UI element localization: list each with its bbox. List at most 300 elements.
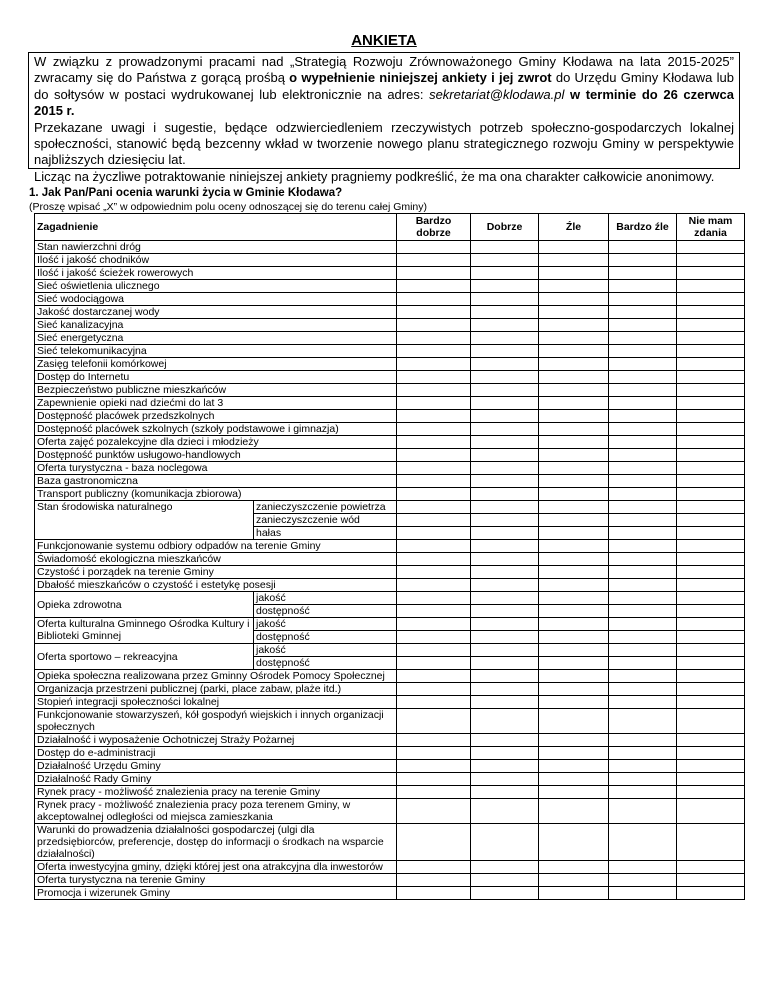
answer-cell[interactable] [609,384,677,397]
answer-cell[interactable] [471,254,539,267]
answer-cell[interactable] [609,566,677,579]
answer-cell[interactable] [397,384,471,397]
answer-cell[interactable] [539,566,609,579]
answer-cell[interactable] [609,475,677,488]
answer-cell[interactable] [677,670,745,683]
answer-cell[interactable] [471,384,539,397]
answer-cell[interactable] [539,293,609,306]
answer-cell[interactable] [677,280,745,293]
answer-cell[interactable] [397,874,471,887]
answer-cell[interactable] [677,423,745,436]
answer-cell[interactable] [609,332,677,345]
table-row [35,475,745,488]
answer-cell[interactable] [471,332,539,345]
answer-cell[interactable] [539,861,609,874]
answer-cell[interactable] [677,397,745,410]
answer-cell[interactable] [397,449,471,462]
answer-cell[interactable] [471,861,539,874]
table-row [35,501,745,514]
subtopic-label: jakość [254,644,397,657]
answer-cell[interactable] [677,306,745,319]
answer-cell[interactable] [677,371,745,384]
topic-label: Sieć wodociągowa [35,293,397,306]
table-row [35,644,745,657]
answer-cell[interactable] [397,293,471,306]
answer-cell[interactable] [539,644,609,657]
answer-cell[interactable] [677,501,745,514]
answer-cell[interactable] [471,786,539,799]
answer-cell[interactable] [539,514,609,527]
answer-cell[interactable] [609,254,677,267]
answer-cell[interactable] [609,267,677,280]
answer-cell[interactable] [539,254,609,267]
answer-cell[interactable] [539,241,609,254]
answer-cell[interactable] [677,319,745,332]
answer-cell[interactable] [677,488,745,501]
answer-cell[interactable] [677,475,745,488]
table-row [35,306,745,319]
answer-cell[interactable] [397,709,471,734]
answer-cell[interactable] [539,501,609,514]
answer-cell[interactable] [609,657,677,670]
answer-cell[interactable] [471,760,539,773]
table-row [35,683,745,696]
answer-cell[interactable] [677,631,745,644]
answer-cell[interactable] [397,887,471,900]
answer-cell[interactable] [609,670,677,683]
answer-cell[interactable] [397,579,471,592]
answer-cell[interactable] [539,747,609,760]
answer-cell[interactable] [677,618,745,631]
table-row [35,254,745,267]
answer-cell[interactable] [609,319,677,332]
answer-cell[interactable] [471,241,539,254]
table-row [35,566,745,579]
answer-cell[interactable] [471,670,539,683]
answer-cell[interactable] [539,319,609,332]
answer-cell[interactable] [471,501,539,514]
answer-cell[interactable] [471,449,539,462]
answer-cell[interactable] [397,734,471,747]
answer-cell[interactable] [397,371,471,384]
answer-cell[interactable] [539,488,609,501]
answer-cell[interactable] [677,824,745,861]
answer-cell[interactable] [539,760,609,773]
answer-cell[interactable] [397,397,471,410]
answer-cell[interactable] [539,475,609,488]
answer-cell[interactable] [397,423,471,436]
header-very-bad: Bardzo źle [609,214,677,241]
answer-cell[interactable] [471,696,539,709]
answer-cell[interactable] [677,579,745,592]
header-no-opinion: Nie mam zdania [677,214,745,241]
answer-cell[interactable] [677,760,745,773]
answer-cell[interactable] [471,553,539,566]
answer-cell[interactable] [539,799,609,824]
answer-cell[interactable] [397,306,471,319]
answer-cell[interactable] [609,605,677,618]
topic-label: Sieć telekomunikacyjna [35,345,397,358]
topic-label: Oferta kulturalna Gminnego Ośrodka Kultury i Biblioteki Gminnej [35,618,254,644]
answer-cell[interactable] [609,799,677,824]
answer-cell[interactable] [471,397,539,410]
answer-cell[interactable] [471,423,539,436]
answer-cell[interactable] [397,280,471,293]
answer-cell[interactable] [539,397,609,410]
answer-cell[interactable] [539,874,609,887]
answer-cell[interactable] [609,618,677,631]
answer-cell[interactable] [397,358,471,371]
answer-cell[interactable] [471,605,539,618]
answer-cell[interactable] [397,488,471,501]
answer-cell[interactable] [539,280,609,293]
answer-cell[interactable] [539,709,609,734]
topic-label: Rynek pracy - możliwość znalezienia pracy poza terenem Gminy, w akceptowalnej odległości od miejsca zamieszkania [35,799,397,824]
topic-label: Czystość i porządek na terenie Gminy [35,566,397,579]
answer-cell[interactable] [397,696,471,709]
answer-cell[interactable] [397,631,471,644]
answer-cell[interactable] [609,824,677,861]
topic-label: Dostępność placówek przedszkolnych [35,410,397,423]
table-row [35,696,745,709]
answer-cell[interactable] [539,631,609,644]
answer-cell[interactable] [397,267,471,280]
answer-cell[interactable] [397,254,471,267]
topic-label: Działalność Rady Gminy [35,773,397,786]
answer-cell[interactable] [609,579,677,592]
table-row [35,824,745,861]
answer-cell[interactable] [539,527,609,540]
answer-cell[interactable] [397,760,471,773]
answer-cell[interactable] [609,592,677,605]
answer-cell[interactable] [609,449,677,462]
answer-cell[interactable] [539,605,609,618]
answer-cell[interactable] [609,540,677,553]
answer-cell[interactable] [677,345,745,358]
answer-cell[interactable] [539,358,609,371]
answer-cell[interactable] [609,423,677,436]
answer-cell[interactable] [539,449,609,462]
subtopic-label: jakość [254,618,397,631]
answer-cell[interactable] [471,293,539,306]
answer-cell[interactable] [539,786,609,799]
topic-label: Transport publiczny (komunikacja zbiorowa) [35,488,397,501]
answer-cell[interactable] [609,527,677,540]
topic-label: Organizacja przestrzeni publicznej (parki, place zabaw, plaże itd.) [35,683,397,696]
answer-cell[interactable] [539,553,609,566]
answer-cell[interactable] [609,760,677,773]
answer-cell[interactable] [471,592,539,605]
answer-cell[interactable] [539,683,609,696]
answer-cell[interactable] [609,436,677,449]
answer-cell[interactable] [677,462,745,475]
answer-cell[interactable] [677,874,745,887]
answer-cell[interactable] [471,566,539,579]
answer-cell[interactable] [471,747,539,760]
answer-cell[interactable] [677,410,745,423]
answer-cell[interactable] [609,644,677,657]
answer-cell[interactable] [397,332,471,345]
answer-cell[interactable] [397,410,471,423]
answer-cell[interactable] [471,657,539,670]
table-row [35,462,745,475]
answer-cell[interactable] [609,306,677,319]
header-bad: Źle [539,214,609,241]
answer-cell[interactable] [539,696,609,709]
answer-cell[interactable] [677,592,745,605]
answer-cell[interactable] [397,319,471,332]
answer-cell[interactable] [609,861,677,874]
subtopic-label: dostępność [254,657,397,670]
table-row [35,449,745,462]
topic-label: Dostępność punktów usługowo-handlowych [35,449,397,462]
answer-cell[interactable] [539,579,609,592]
answer-cell[interactable] [677,566,745,579]
answer-cell[interactable] [539,267,609,280]
answer-cell[interactable] [539,887,609,900]
topic-label: Sieć oświetlenia ulicznego [35,280,397,293]
survey-title: ANKIETA [351,32,417,49]
answer-cell[interactable] [397,773,471,786]
answer-cell[interactable] [397,345,471,358]
intro-paragraph-3: Licząc na życzliwe potraktowanie niniejszej ankiety pragniemy podkreślić, że ma ona charakter całkowicie anonimowy. [34,168,715,184]
answer-cell[interactable] [677,527,745,540]
answer-cell[interactable] [539,734,609,747]
answer-cell[interactable] [677,254,745,267]
answer-cell[interactable] [471,734,539,747]
answer-cell[interactable] [677,709,745,734]
answer-cell[interactable] [471,436,539,449]
topic-label: Promocja i wizerunek Gminy [35,887,397,900]
question-1-instruction: (Proszę wpisać „X” w odpowiednim polu oceny odnoszącej się do terenu całej Gminy) [29,201,428,213]
answer-cell[interactable] [539,618,609,631]
answer-cell[interactable] [397,670,471,683]
answer-cell[interactable] [677,358,745,371]
answer-cell[interactable] [471,618,539,631]
answer-cell[interactable] [397,462,471,475]
answer-cell[interactable] [539,824,609,861]
table-row [35,345,745,358]
answer-cell[interactable] [539,657,609,670]
answer-cell[interactable] [397,501,471,514]
answer-cell[interactable] [677,540,745,553]
answer-cell[interactable] [609,773,677,786]
answer-cell[interactable] [609,345,677,358]
answer-cell[interactable] [609,397,677,410]
topic-label: Ilość i jakość chodników [35,254,397,267]
answer-cell[interactable] [471,319,539,332]
topic-label: Opieka społeczna realizowana przez Gminny Ośrodek Pomocy Społecznej [35,670,397,683]
answer-cell[interactable] [677,436,745,449]
answer-cell[interactable] [677,553,745,566]
answer-cell[interactable] [609,553,677,566]
subtopic-label: dostępność [254,605,397,618]
intro-paragraph-2: Przekazane uwagi i sugestie, będące odzwierciedleniem rzeczywistych potrzeb społeczno-gospodarczych lokalnej społeczności, stanowić będą bezcenny wkład w tworzenie nowego planu strategicznego rozwoju Gminy w perspektywie najbliższych dziesięciu lat. [34,119,734,168]
answer-cell[interactable] [471,306,539,319]
answer-cell[interactable] [677,267,745,280]
answer-cell[interactable] [471,371,539,384]
answer-cell[interactable] [539,332,609,345]
table-row [35,709,745,734]
answer-cell[interactable] [677,696,745,709]
answer-cell[interactable] [609,280,677,293]
answer-cell[interactable] [471,410,539,423]
table-row [35,887,745,900]
answer-cell[interactable] [471,488,539,501]
question-1-title: 1. Jak Pan/Pani ocenia warunki życia w Gminie Kłodawa? [29,187,343,199]
answer-cell[interactable] [471,540,539,553]
answer-cell[interactable] [471,358,539,371]
answer-cell[interactable] [609,631,677,644]
answer-cell[interactable] [539,670,609,683]
answer-cell[interactable] [609,488,677,501]
answer-cell[interactable] [609,786,677,799]
answer-cell[interactable] [397,553,471,566]
answer-cell[interactable] [471,799,539,824]
answer-cell[interactable] [677,241,745,254]
answer-cell[interactable] [471,874,539,887]
header-good: Dobrze [471,214,539,241]
topic-label: Oferta sportowo – rekreacyjna [35,644,254,670]
answer-cell[interactable] [677,786,745,799]
answer-cell[interactable] [471,267,539,280]
topic-label: Bezpieczeństwo publiczne mieszkańców [35,384,397,397]
answer-cell[interactable] [609,241,677,254]
answer-cell[interactable] [471,773,539,786]
answer-cell[interactable] [397,566,471,579]
answer-cell[interactable] [397,514,471,527]
answer-cell[interactable] [471,345,539,358]
header-very-good: Bardzo dobrze [397,214,471,241]
contact-email[interactable]: sekretariat@klodawa.pl [429,86,565,102]
answer-cell[interactable] [609,747,677,760]
answer-cell[interactable] [539,423,609,436]
answer-cell[interactable] [397,786,471,799]
answer-cell[interactable] [471,280,539,293]
answer-cell[interactable] [397,475,471,488]
answer-cell[interactable] [539,462,609,475]
answer-cell[interactable] [397,824,471,861]
answer-cell[interactable] [397,527,471,540]
answer-cell[interactable] [677,644,745,657]
answer-cell[interactable] [539,773,609,786]
topic-label: Sieć kanalizacyjna [35,319,397,332]
answer-cell[interactable] [677,514,745,527]
answer-cell[interactable] [397,540,471,553]
table-row [35,319,745,332]
answer-cell[interactable] [397,605,471,618]
answer-cell[interactable] [677,887,745,900]
answer-cell[interactable] [609,734,677,747]
answer-cell[interactable] [609,874,677,887]
answer-cell[interactable] [539,371,609,384]
answer-cell[interactable] [609,358,677,371]
answer-cell[interactable] [471,683,539,696]
answer-cell[interactable] [609,293,677,306]
topic-label: Zasięg telefonii komórkowej [35,358,397,371]
answer-cell[interactable] [609,462,677,475]
answer-cell[interactable] [471,631,539,644]
subtopic-label: zanieczyszczenie wód [254,514,397,527]
answer-cell[interactable] [539,345,609,358]
answer-cell[interactable] [677,449,745,462]
table-row [35,861,745,874]
answer-cell[interactable] [397,644,471,657]
answer-cell[interactable] [677,773,745,786]
answer-cell[interactable] [609,371,677,384]
answer-cell[interactable] [471,514,539,527]
answer-cell[interactable] [471,644,539,657]
answer-cell[interactable] [609,696,677,709]
answer-cell[interactable] [471,824,539,861]
answer-cell[interactable] [397,747,471,760]
table-row [35,267,745,280]
answer-cell[interactable] [677,657,745,670]
table-row [35,786,745,799]
answer-cell[interactable] [609,887,677,900]
answer-cell[interactable] [397,861,471,874]
answer-cell[interactable] [609,514,677,527]
answer-cell[interactable] [609,410,677,423]
answer-cell[interactable] [539,410,609,423]
answer-cell[interactable] [471,887,539,900]
answer-cell[interactable] [609,709,677,734]
answer-cell[interactable] [471,462,539,475]
header-topic: Zagadnienie [35,214,397,241]
topic-label: Jakość dostarczanej wody [35,306,397,319]
topic-label: Stan środowiska naturalnego [35,501,254,540]
answer-cell[interactable] [677,293,745,306]
answer-cell[interactable] [609,683,677,696]
answer-cell[interactable] [677,332,745,345]
table-row [35,553,745,566]
answer-cell[interactable] [539,540,609,553]
topic-label: Oferta turystyczna na terenie Gminy [35,874,397,887]
answer-cell[interactable] [677,747,745,760]
answer-cell[interactable] [397,618,471,631]
answer-cell[interactable] [397,436,471,449]
answer-cell[interactable] [397,683,471,696]
answer-cell[interactable] [471,475,539,488]
table-row [35,241,745,254]
subtopic-label: jakość [254,592,397,605]
answer-cell[interactable] [397,241,471,254]
answer-cell[interactable] [677,799,745,824]
topic-label: Dostęp do Internetu [35,371,397,384]
answer-cell[interactable] [677,734,745,747]
answer-cell[interactable] [677,683,745,696]
answer-cell[interactable] [471,579,539,592]
answer-cell[interactable] [539,384,609,397]
answer-cell[interactable] [397,592,471,605]
table-row [35,280,745,293]
answer-cell[interactable] [397,657,471,670]
answer-cell[interactable] [677,384,745,397]
answer-cell[interactable] [677,861,745,874]
answer-cell[interactable] [471,709,539,734]
answer-cell[interactable] [539,592,609,605]
answer-cell[interactable] [397,799,471,824]
answer-cell[interactable] [471,527,539,540]
answer-cell[interactable] [539,306,609,319]
topic-label: Świadomość ekologiczna mieszkańców [35,553,397,566]
topic-label: Dostępność placówek szkolnych (szkoły podstawowe i gimnazja) [35,423,397,436]
topic-label: Zapewnienie opieki nad dziećmi do lat 3 [35,397,397,410]
answer-cell[interactable] [677,605,745,618]
answer-cell[interactable] [609,501,677,514]
answer-cell[interactable] [539,436,609,449]
table-row [35,734,745,747]
